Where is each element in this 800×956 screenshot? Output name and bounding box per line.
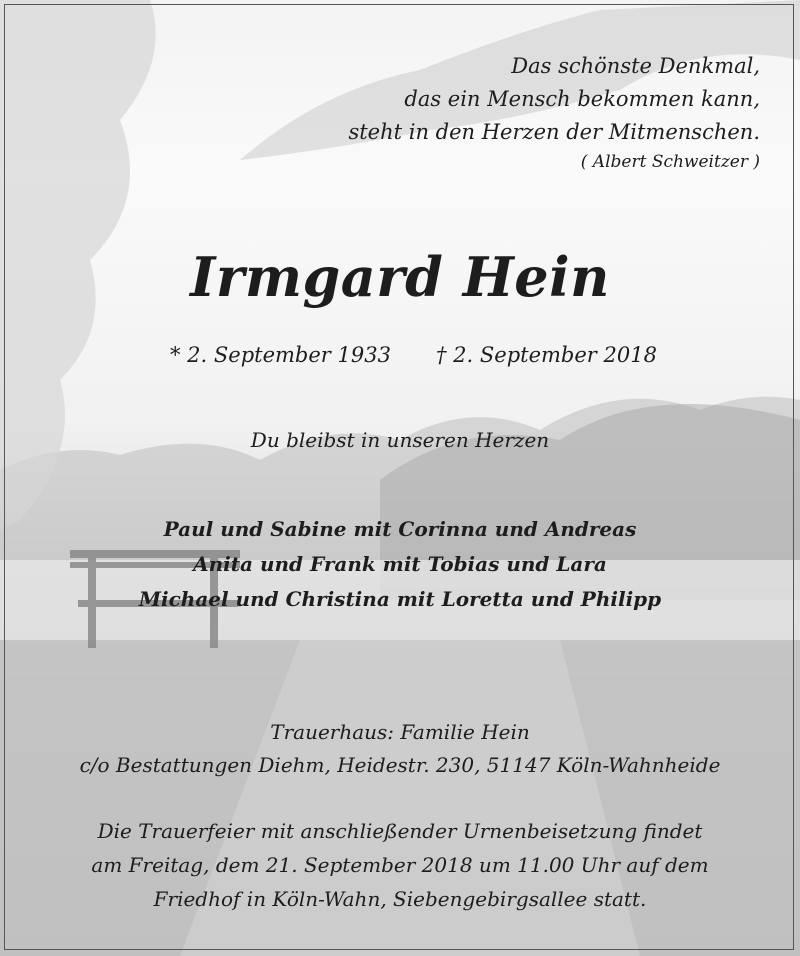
ceremony-info (0, 814, 800, 916)
address-line: Trauerhaus: Familie Hein (270, 720, 530, 744)
address-line: c/o Bestattungen Diehm, Heidestr. 230, 51147 Köln-Wahnheide (79, 753, 721, 777)
ceremony-line: Die Trauerfeier mit anschließender Urnenbeisetzung findet (97, 819, 703, 843)
memorial-quote (348, 50, 760, 175)
quote-line: Das schönste Denkmal, (511, 54, 760, 78)
quote-author: ( Albert Schweitzer ) (580, 152, 760, 172)
motto: Du bleibst in unseren Herzen (250, 428, 550, 452)
mourner-line: Paul und Sabine mit Corinna und Andreas (163, 517, 637, 541)
mourner-line: Michael und Christina mit Loretta und Philipp (138, 587, 662, 611)
ceremony-line: am Freitag, dem 21. September 2018 um 11.00 Uhr auf dem (91, 853, 709, 877)
quote-line: das ein Mensch bekommen kann, (404, 87, 760, 111)
mourners-list (0, 512, 800, 617)
mourning-house-address (0, 716, 800, 782)
ceremony-line: Friedhof in Köln-Wahn, Siebengebirgsallee statt. (153, 887, 647, 911)
quote-line: steht in den Herzen der Mitmenschen. (348, 120, 760, 144)
deceased-name: Irmgard Hein (190, 245, 610, 309)
birth-date: * 2. September 1933 (170, 343, 391, 367)
death-date: † 2. September 2018 (436, 343, 657, 367)
mourner-line: Anita und Frank mit Tobias und Lara (193, 552, 607, 576)
